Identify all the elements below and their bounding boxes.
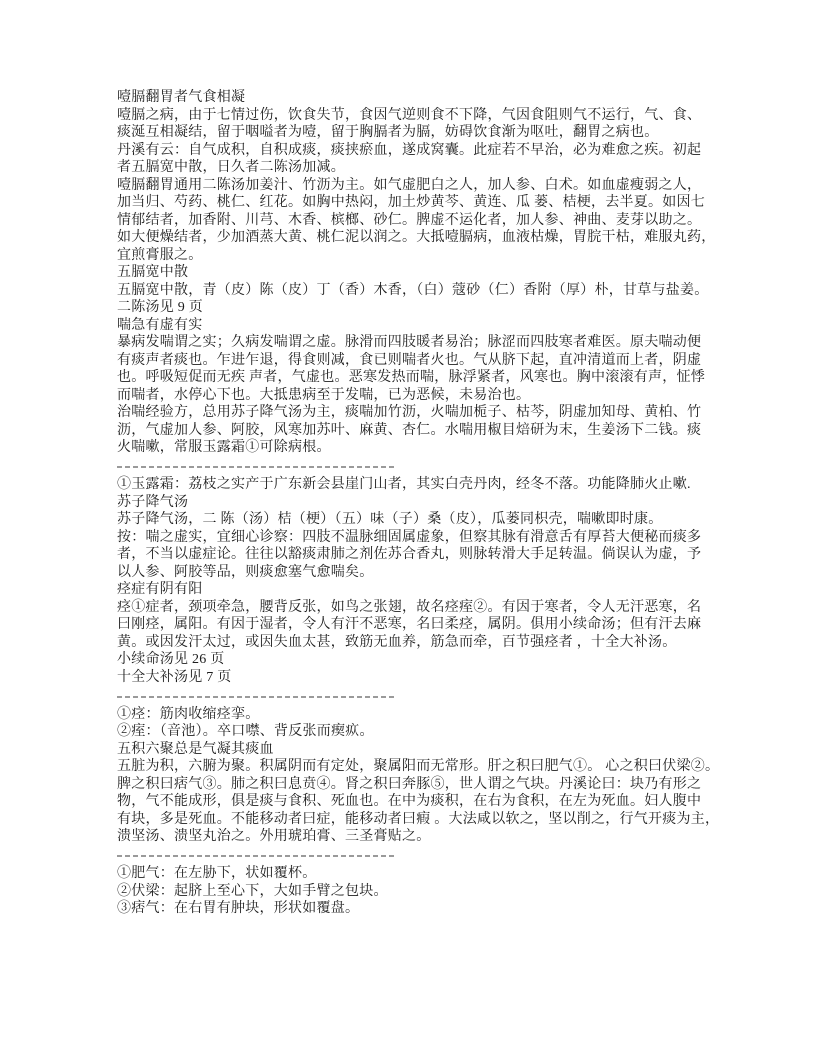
text-line: 也。呼吸短促而无疾 声者，气虚也。恶寒发热而喘，脉浮紧者，风寒也。胸中滚滚有声，怔悸 xyxy=(117,370,705,385)
text-line: 有块，多是死血。不能移动者曰症，能移动者曰瘕 。大法咸以软之，坚以削之，行气开痰为主， xyxy=(117,811,720,827)
text-line: 情郁结者，加香附、川芎、木香、槟榔、砂仁。脾虚不运化者，加人参、神曲、麦芽以助之。 xyxy=(117,212,702,228)
text-line: 如大便燥结者，少加酒蒸大黄、桃仁泥以润之。大抵噎膈病，血液枯燥，胃脘干枯，难服丸药， xyxy=(117,230,716,245)
text-line: 物，气不能成形，俱是痰与食积、死血也。在中为痰积，在右为食积，在左为死血。妇人腹中 xyxy=(117,794,702,809)
text-line: 五膈宽中散，青（皮）陈（皮）丁（香）木香，（白）蔻砂（仁）香附（厚）朴，甘草与盐姜。 xyxy=(117,282,709,298)
section-divider xyxy=(117,459,721,477)
heading-line: 噎膈翻胃者气食相凝 xyxy=(117,90,246,105)
text-line: 噎膈翻胃通用二陈汤加姜汁、竹沥为主。如气虚肥白之人，加人参、白术。如血虚瘦弱之人， xyxy=(117,177,702,193)
divider-dashes xyxy=(117,855,397,857)
document-body xyxy=(117,89,721,918)
text-line: 溃坚汤、溃坚丸治之。外用琥珀膏、三圣膏贴之。 xyxy=(117,829,431,844)
footnote-line: ③痞气：在右胃有肿块，形状如覆盘。 xyxy=(117,901,360,916)
text-line: 沥，气虚加人参、阿胶，风寒加苏叶、麻黄、杏仁。水喘用椒目焙研为末，生姜汤下二钱。痰 xyxy=(117,422,702,438)
text-line: 黄。或因发汗太过，或因失血太甚，致筋无血养，筋急而牵，百节强痉者 ，十全大补汤。 xyxy=(117,634,677,650)
text-line: 丹溪有云：自气成积，自积成痰，痰挟瘀血，遂成窝囊。此症若不早治，必为难愈之疾。初起 xyxy=(117,142,702,158)
text-line: 苏子降气汤，二 陈（汤）桔（梗）（五）味（子）桑（皮），瓜蒌同枳壳，喘嗽即时康。 xyxy=(117,512,663,527)
text-line: 二陈汤见 9 页 xyxy=(117,300,203,315)
text-line: 五脏为积，六腑为聚。积属阴而有定处，聚属阳而无常形。肝之积曰肥气①。 心之积曰伏梁②。 xyxy=(117,759,720,774)
text-line: 加当归、芍药、桃仁、红花。如胸中热闷，加土炒黄芩、黄连、瓜 蒌、桔梗，去半夏。如因七 xyxy=(117,195,705,210)
heading-line: 苏子降气汤 xyxy=(117,494,189,510)
text-line: 噎膈之病，由于七情过伤，饮食失节，食因气逆则食不下降，气因食阻则气不运行，气、食、 xyxy=(117,107,702,123)
divider-dashes xyxy=(117,466,397,468)
footnote-line: ①玉露霜：荔枝之实产于广东新会县崖门山者，其实白壳丹肉，经冬不落。功能降肺火止嗽. xyxy=(117,477,691,492)
text-line: 十全大补汤见 7 页 xyxy=(117,669,232,685)
section-divider xyxy=(117,688,721,706)
text-line: 小续命汤见 26 页 xyxy=(117,652,225,667)
heading-line: 喘急有虚有实 xyxy=(117,317,203,333)
text-line: 宜煎膏服之。 xyxy=(117,247,203,263)
text-line: 脾之积曰痞气③。肺之积曰息贲④。肾之积曰奔豚⑤，世人谓之气块。丹溪论曰：块乃有形之 xyxy=(117,776,702,792)
divider-dashes xyxy=(117,696,397,698)
footnote-line: ②痓：（音池）。卒口噤、背反张而瘈疭。 xyxy=(117,724,374,739)
text-line: 者五膈宽中散，日久者二陈汤加减。 xyxy=(117,160,345,175)
text-line: 火喘嗽，常服玉露霜①可除病根。 xyxy=(117,440,331,455)
text-line: 痰涎互相凝结，留于咽嗌者为噎，留于胸膈者为膈，妨碍饮食渐为呕吐，翻胃之病也。 xyxy=(117,125,659,140)
text-line: 痉①症者，颈项牵急，腰背反张，如鸟之张翅，故名痉痓②。有因于寒者，令人无汗恶寒，名 xyxy=(117,599,702,615)
heading-line: 痉症有阴有阳 xyxy=(117,582,203,597)
footnote-line: ①痉：筋肉收缩痉挛。 xyxy=(117,706,260,722)
text-line: 暴病发喘谓之实；久病发喘谓之虚。脉滑而四肢暖者易治；脉涩而四肢寒者难医。原夫喘动便 xyxy=(117,335,702,350)
text-line: 曰刚痉，属阳。有因于湿者，令人有汗不恶寒，名曰柔痉，属阴。俱用小续命汤；但有汗去麻 xyxy=(117,617,702,632)
text-line: 者，不当以虚症论。往往以豁痰肃肺之剂佐苏合香丸，则脉转滑大手足转温。倘误认为虚，予 xyxy=(117,547,702,562)
text-line: 按：喘之虚实，宜细心诊察：四肢不温脉细固属虚象，但察其脉有滑意舌有厚苔大便秘而痰多 xyxy=(117,529,702,545)
text-line: 以人参、阿胶等品，则痰愈塞气愈喘矣。 xyxy=(117,564,374,580)
text-line: 有痰声者痰也。乍进乍退，得食则减，食已则喘者火也。气从脐下起，直冲清道而上者，阴虚 xyxy=(117,352,702,368)
footnote-line: ①肥气：在左胁下，状如覆杯。 xyxy=(117,866,317,881)
footnote-line: ②伏梁：起脐上至心下，大如手臂之包块。 xyxy=(117,883,388,899)
heading-line: 五积六聚总是气凝其痰血 xyxy=(117,741,274,757)
text-line: 而喘者，水停心下也。大抵患病至于发喘，已为恶候，未易治也。 xyxy=(117,387,531,403)
section-divider xyxy=(117,848,721,866)
heading-line: 五膈宽中散 xyxy=(117,265,189,280)
text-line: 治喘经验方，总用苏子降气汤为主，痰喘加竹沥，火喘加栀子、枯芩，阴虚加知母、黄柏、竹 xyxy=(117,405,702,420)
